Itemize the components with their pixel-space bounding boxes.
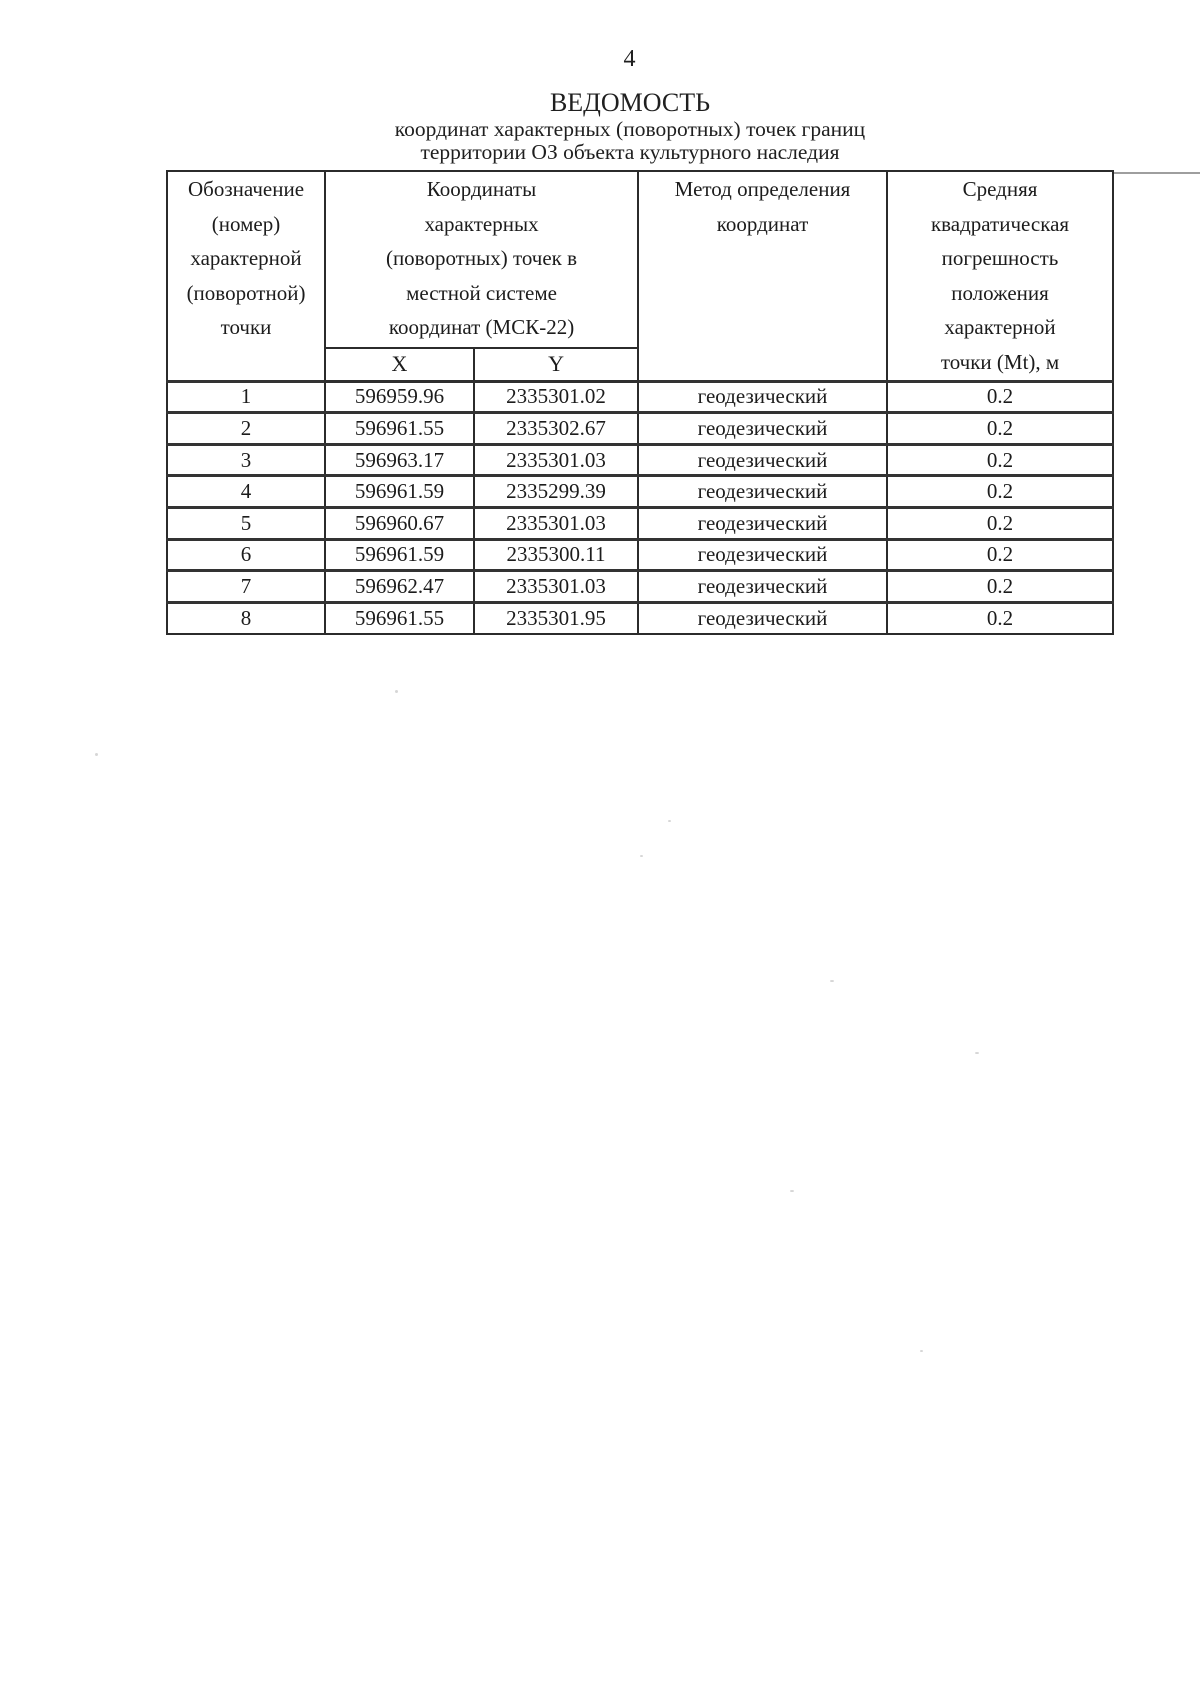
- cell-point-number: 2: [167, 413, 325, 445]
- cell-method: геодезический: [638, 602, 887, 634]
- header-text-line: точки (Mt), м: [940, 349, 1060, 374]
- doc-title: ВЕДОМОСТЬ: [549, 88, 711, 117]
- cell-method: геодезический: [638, 444, 887, 476]
- header-text-line: (поворотных) точек в: [385, 246, 578, 271]
- cell-x: 596961.55: [325, 413, 474, 445]
- cell-method: геодезический: [638, 539, 887, 571]
- scan-speck: [668, 820, 671, 822]
- cell-y: 2335302.67: [474, 413, 638, 445]
- scan-speck: [790, 1190, 794, 1192]
- col-header-coordinates: [325, 171, 638, 348]
- scan-speck: [640, 855, 643, 857]
- header-text-line: координат: [716, 211, 809, 236]
- scan-speck: [975, 1052, 979, 1054]
- header-text-line: характерных: [424, 211, 539, 236]
- cell-y: 2335301.95: [474, 602, 638, 634]
- cell-error: 0.2: [887, 413, 1113, 445]
- table-row: [167, 413, 1113, 445]
- cell-y: 2335301.03: [474, 571, 638, 603]
- header-text-line: погрешность: [941, 246, 1059, 271]
- col-header-error: [887, 171, 1113, 381]
- cell-point-number: 4: [167, 476, 325, 508]
- scan-speck: [395, 690, 398, 693]
- page-number: 4: [623, 46, 637, 72]
- cell-x: 596962.47: [325, 571, 474, 603]
- cell-error: 0.2: [887, 444, 1113, 476]
- table-row: [167, 571, 1113, 603]
- coordinates-table: [166, 170, 1114, 635]
- table-row: [167, 507, 1113, 539]
- table-row: [167, 444, 1113, 476]
- cell-method: геодезический: [638, 476, 887, 508]
- scan-artifact-line: [1112, 172, 1200, 174]
- cell-point-number: 8: [167, 602, 325, 634]
- header-text-line: координат (МСК-22): [388, 315, 575, 340]
- cell-point-number: 5: [167, 507, 325, 539]
- cell-x: 596959.96: [325, 381, 474, 413]
- header-text-line: Метод определения: [674, 177, 851, 201]
- scan-speck: [95, 753, 98, 756]
- cell-error: 0.2: [887, 539, 1113, 571]
- scan-speck: [830, 980, 834, 982]
- cell-error: 0.2: [887, 476, 1113, 508]
- cell-method: геодезический: [638, 381, 887, 413]
- col-header-y: Y: [474, 348, 638, 381]
- header-text-line: характерной: [944, 315, 1056, 340]
- header-text-line: Обозначение: [187, 177, 305, 201]
- doc-subtitle-line-2: территории ОЗ объекта культурного наследия: [420, 140, 840, 164]
- table-row: [167, 476, 1113, 508]
- cell-method: геодезический: [638, 507, 887, 539]
- col-header-point-number: [167, 171, 325, 381]
- doc-subtitle-line-1: координат характерных (поворотных) точек границ: [394, 117, 866, 141]
- cell-x: 596963.17: [325, 444, 474, 476]
- cell-method: геодезический: [638, 413, 887, 445]
- header-text-line: Координаты: [426, 177, 537, 201]
- cell-error: 0.2: [887, 602, 1113, 634]
- cell-x: 596961.59: [325, 539, 474, 571]
- col-header-method: [638, 171, 887, 381]
- cell-point-number: 6: [167, 539, 325, 571]
- cell-error: 0.2: [887, 571, 1113, 603]
- table-row: [167, 381, 1113, 413]
- cell-x: 596960.67: [325, 507, 474, 539]
- cell-y: 2335301.02: [474, 381, 638, 413]
- header-text-line: Средняя: [962, 177, 1038, 201]
- header-text-line: квадратическая: [930, 211, 1070, 236]
- table-row: [167, 602, 1113, 634]
- cell-method: геодезический: [638, 571, 887, 603]
- table-row: [167, 539, 1113, 571]
- cell-point-number: 3: [167, 444, 325, 476]
- cell-y: 2335299.39: [474, 476, 638, 508]
- cell-y: 2335301.03: [474, 507, 638, 539]
- col-header-x: X: [325, 348, 474, 381]
- cell-x: 596961.55: [325, 602, 474, 634]
- header-text-line: положения: [951, 280, 1049, 305]
- header-text-line: (поворотной): [186, 280, 306, 305]
- cell-x: 596961.59: [325, 476, 474, 508]
- cell-error: 0.2: [887, 381, 1113, 413]
- cell-y: 2335300.11: [474, 539, 638, 571]
- header-text-line: местной системе: [406, 280, 557, 305]
- cell-error: 0.2: [887, 507, 1113, 539]
- cell-y: 2335301.03: [474, 444, 638, 476]
- header-text-line: (номер): [211, 211, 281, 236]
- header-text-line: точки: [220, 315, 272, 340]
- scan-speck: [920, 1350, 923, 1352]
- cell-point-number: 1: [167, 381, 325, 413]
- cell-point-number: 7: [167, 571, 325, 603]
- header-text-line: характерной: [190, 246, 302, 271]
